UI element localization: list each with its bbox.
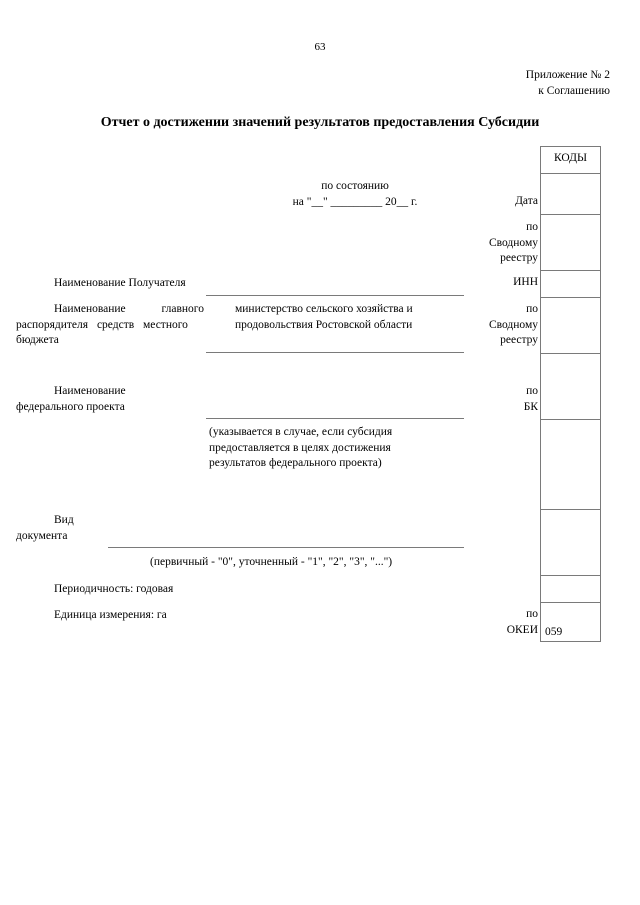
appendix-line-2: к Соглашению bbox=[538, 84, 610, 97]
periodicity: Периодичность: годовая bbox=[54, 583, 174, 595]
doctype-label-line-2: документа bbox=[16, 529, 68, 542]
codes-row-okei bbox=[541, 602, 600, 603]
okei-label-line-1: по bbox=[526, 608, 538, 620]
project-note-line-3: результатов федерального проекта) bbox=[209, 457, 382, 470]
project-line bbox=[206, 418, 464, 419]
bk-label-line-1: по bbox=[526, 385, 538, 397]
registry-label-1-line-1: по bbox=[526, 221, 538, 233]
as-of-line-2: на "__" _________ 20__ г. bbox=[292, 195, 418, 208]
as-of-date bbox=[240, 179, 470, 210]
project-note-line-1: (указывается в случае, если субсидия bbox=[209, 426, 393, 438]
gr-label-line-1-a: Наименование bbox=[54, 303, 126, 315]
okei-label bbox=[507, 607, 538, 638]
codes-row-registry1 bbox=[541, 214, 600, 215]
registry-label-2-line-2: Сводному bbox=[488, 318, 538, 331]
bk-label bbox=[524, 384, 538, 415]
doctype-label bbox=[16, 513, 74, 544]
doctype-label-line-1: Вид bbox=[54, 514, 74, 526]
codes-table bbox=[540, 146, 601, 642]
codes-row-periodicity bbox=[541, 575, 600, 576]
date-label: Дата bbox=[515, 195, 538, 207]
registry-label-2-line-3: реестру bbox=[500, 334, 538, 347]
page-title: Отчет о достижении значений результатов предоставления Субсидии bbox=[100, 115, 540, 130]
registry-label-1-line-2: Сводному bbox=[488, 236, 538, 249]
codes-row-bk bbox=[541, 353, 600, 354]
gr-value-line-1: министерство сельского хозяйства и bbox=[235, 303, 413, 315]
unit-of-measure: Единица измерения: га bbox=[54, 609, 167, 621]
registry-label-1-line-3: реестру bbox=[500, 252, 538, 265]
page-number: 63 bbox=[314, 41, 326, 53]
gr-label-line-1 bbox=[16, 302, 204, 318]
codes-row-registry2 bbox=[541, 297, 600, 298]
doctype-line bbox=[108, 547, 464, 548]
registry-label-2-line-1: по bbox=[526, 303, 538, 315]
codes-header: КОДЫ bbox=[554, 152, 587, 164]
gr-label bbox=[16, 302, 204, 349]
project-label-line-1: Наименование bbox=[54, 385, 126, 397]
okei-label-line-2: ОКЕИ bbox=[506, 623, 538, 636]
appendix-note bbox=[526, 68, 610, 99]
codes-row-date bbox=[541, 173, 600, 174]
project-label bbox=[16, 384, 126, 415]
registry-label-2 bbox=[489, 302, 538, 349]
gr-label-line-2: распорядителя средств местного bbox=[16, 318, 188, 331]
project-label-line-2: федерального проекта bbox=[16, 400, 125, 413]
recipient-label: Наименование Получателя bbox=[54, 277, 186, 289]
gr-value-line-2: продовольствия Ростовской области bbox=[235, 318, 413, 331]
recipient-line bbox=[206, 295, 464, 296]
gr-value bbox=[235, 302, 413, 333]
registry-label-1 bbox=[489, 220, 538, 267]
codes-row-inn bbox=[541, 270, 600, 271]
as-of-line-1: по состоянию bbox=[321, 180, 389, 192]
gr-label-line-3: бюджета bbox=[16, 334, 59, 347]
codes-row-doctype bbox=[541, 509, 600, 510]
gr-label-line-1-b: главного bbox=[161, 303, 204, 315]
project-note-line-2: предоставляется в целях достижения bbox=[209, 441, 391, 454]
okei-code: 059 bbox=[545, 626, 563, 638]
bk-label-line-2: БК bbox=[523, 400, 538, 413]
gr-line bbox=[206, 352, 464, 353]
appendix-line-1: Приложение № 2 bbox=[525, 69, 610, 81]
doctype-note: (первичный - "0", уточненный - "1", "2", "3", "...") bbox=[150, 556, 393, 568]
project-note bbox=[209, 425, 392, 472]
codes-row-blank bbox=[541, 419, 600, 420]
inn-label: ИНН bbox=[513, 276, 538, 288]
